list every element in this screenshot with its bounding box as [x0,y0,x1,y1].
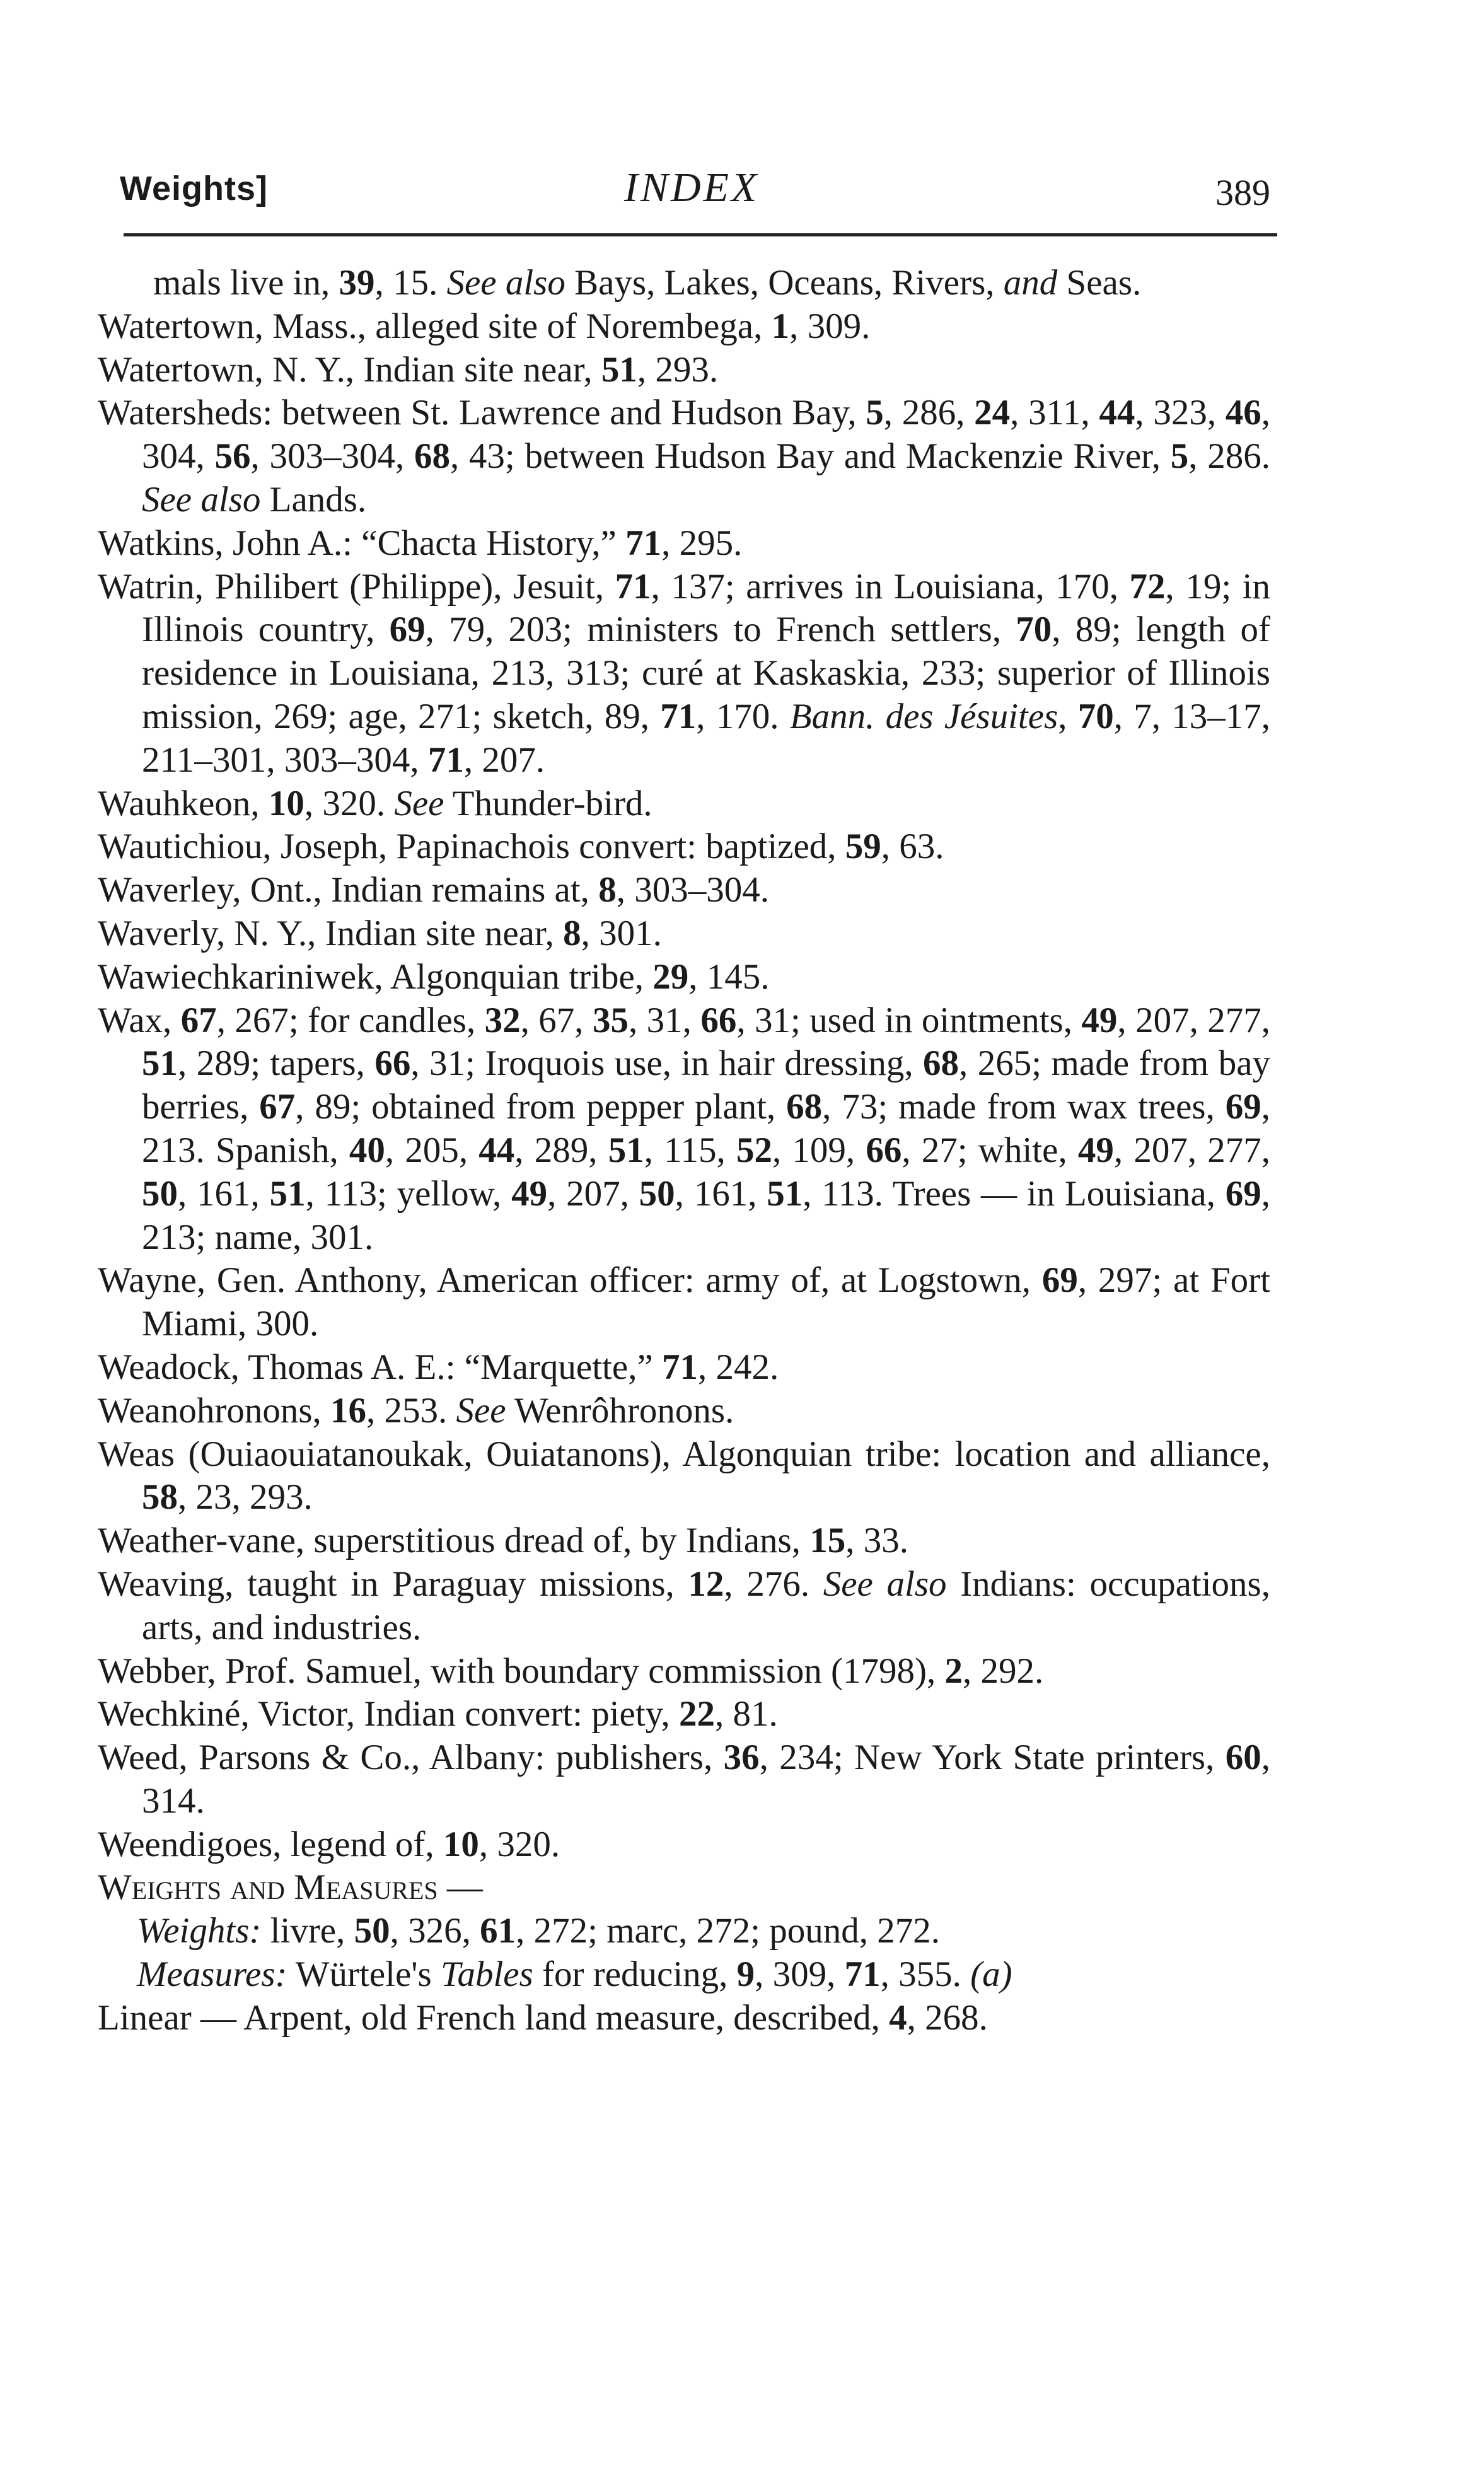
index-entry: Weather-vane, superstitious dread of, by Indians, 15, 33. [98,1521,908,1561]
index-sub-entry: Weights: livre, 50, 326, 61, 272; marc, 272; pound, 272. [137,1911,940,1951]
index-entry: Watertown, N. Y., Indian site near, 51, 293. [98,349,719,390]
index-entries [98,262,1270,1866]
header-section-label: Weights] [120,170,268,207]
index-entry: Weaving, taught in Paraguay missions, 12, 276. See also Indians: occupations, arts, and industries. [98,1564,1270,1647]
section-heading-weights-measures: Weights and Measures — [98,1867,483,1908]
index-entry: Wayne, Gen. Anthony, American officer: army of, at Logstown, 69, 297; at Fort Miami, 300. [98,1260,1270,1344]
index-entry: Waverley, Ont., Indian remains at, 8, 303–304. [98,870,769,910]
index-entry: Watkins, John A.: “Chacta History,” 71, 295. [98,523,743,563]
index-body [98,262,1270,2040]
index-sub-entry: Measures: Würtele's Tables for reducing, 9, 309, 71, 355. (a) [137,1954,1012,1995]
index-entry: Wautichiou, Joseph, Papinachois convert: baptized, 59, 63. [98,827,944,867]
index-entry: Watertown, Mass., alleged site of Norembega, 1, 309. [98,306,871,346]
index-entry: Wauhkeon, 10, 320. See Thunder-bird. [98,783,652,823]
header-title: INDEX [624,165,760,211]
index-entry: Watersheds: between St. Lawrence and Hudson Bay, 5, 286, 24, 311, 44, 323, 46, 304, 56, 303–304, 68, 43; between Hudson Bay and Mackenzie River, 5, 286. See also Lands. [98,393,1271,520]
index-entry: Wechkiné, Victor, Indian convert: piety, 22, 81. [98,1694,778,1734]
index-entry: Webber, Prof. Samuel, with boundary commission (1798), 2, 292. [98,1651,1044,1691]
index-entry: mals live in, 39, 15. See also Bays, Lakes, Oceans, Rivers, and Seas. [153,263,1142,303]
index-entry: Weadock, Thomas A. E.: “Marquette,” 71, 242. [98,1347,779,1387]
index-entry: Weed, Parsons & Co., Albany: publishers, 36, 234; New York State printers, 60, 314. [98,1738,1270,1821]
running-header [120,163,1277,219]
sub-entries [98,1910,1270,1997]
page-number: 389 [1215,172,1270,213]
index-entry: Weendigoes, legend of, 10, 320. [98,1824,560,1864]
index-entry: Weas (Ouiaouiatanoukak, Ouiatanons), Algonquian tribe: location and alliance, 58, 23, 293. [98,1434,1270,1518]
index-entry: Watrin, Philibert (Philippe), Jesuit, 71, 137; arrives in Louisiana, 170, 72, 19; in Illinois country, 69, 79, 203; ministers to French settlers, 70, 89; length of residence in Louisiana, 213, 313; curé at Kaskaskia, 233; superior of Illinois mission, 269; age, 271; sketch, 89, 71, 170. Bann. des Jésuites, 70, 7, 13–17, 211–301, 303–304, 71, 207. [98,566,1271,780]
index-entry: Weanohronons, 16, 253. See Wenrôhronons. [98,1390,734,1431]
index-entry: Wax, 67, 267; for candles, 32, 67, 35, 31, 66, 31; used in ointments, 49, 207, 277, 51, 289; tapers, 66, 31; Iroquois use, in hair dressing, 68, 265; made from bay berries, 67, 89; obtained from pepper plant, 68, 73; made from wax trees, 69, 213. Spanish, 40, 205, 44, 289, 51, 115, 52, 109, 66, 27; white, 49, 207, 277, 50, 161, 51, 113; yellow, 49, 207, 50, 161, 51, 113. Trees — in Louisiana, 69, 213; name, 301. [98,1000,1271,1257]
index-entry: Waverly, N. Y., Indian site near, 8, 301. [98,913,662,953]
index-entry: Wawiechkariniwek, Algonquian tribe, 29, 145. [98,956,770,997]
linear-measure-line: Linear — Arpent, old French land measure, described, 4, 268. [98,1997,988,2038]
header-rule [124,233,1277,236]
